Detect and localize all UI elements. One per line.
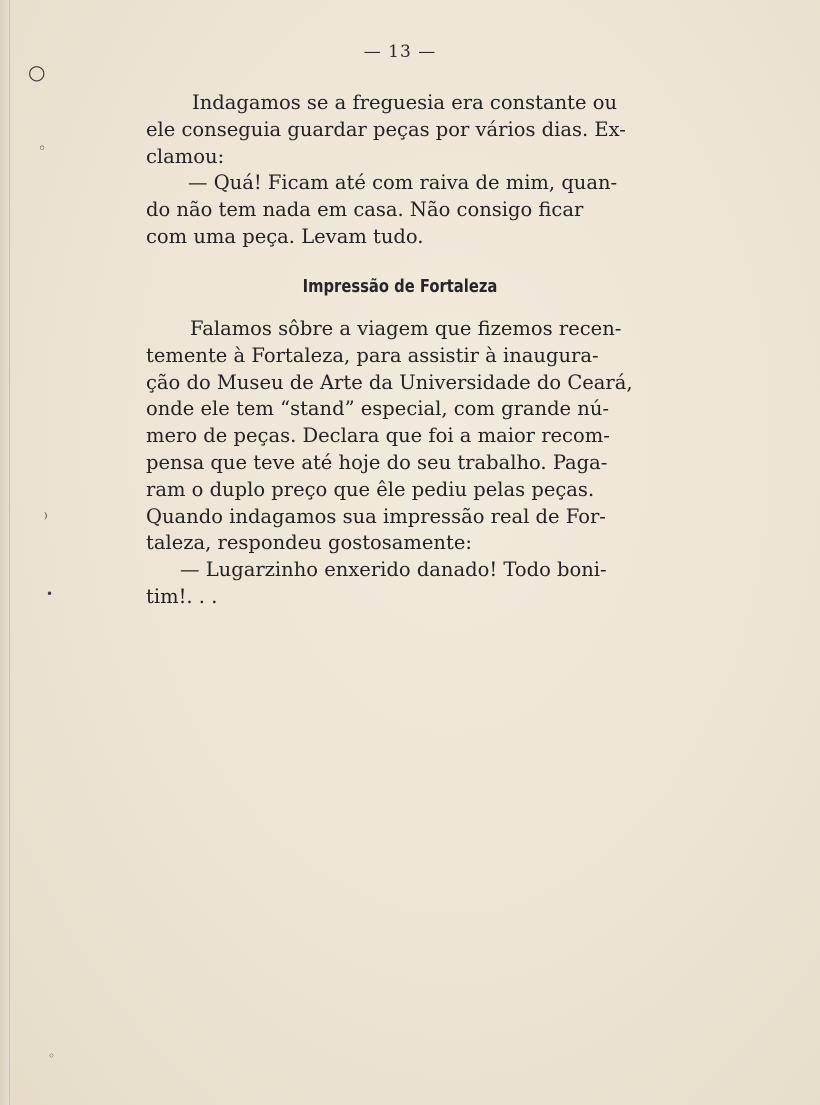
page-binding-edge bbox=[9, 0, 10, 1105]
paragraph-fortaleza bbox=[146, 316, 666, 611]
text-line: — Quá! Ficam até com raiva de mim, quan- bbox=[188, 171, 618, 195]
page-number: — 13 — bbox=[363, 42, 437, 62]
text-line: Indagamos se a freguesia era constante ou bbox=[192, 91, 618, 114]
paragraph-interview-1 bbox=[146, 90, 666, 251]
text-line: pensa que teve até hoje do seu trabalho. Paga- bbox=[146, 450, 608, 474]
text-line: onde ele tem “stand” especial, com grande nú- bbox=[146, 397, 610, 421]
text-line: taleza, respondeu gostosamente: bbox=[146, 531, 472, 555]
text-line: ção do Museu de Arte da Universidade do Ceará, bbox=[146, 370, 633, 394]
section-heading: Impressão de Fortaleza bbox=[302, 276, 498, 297]
binding-mark-icon: ◦ bbox=[48, 1049, 56, 1063]
text-line: temente à Fortaleza, para assistir à inaugura- bbox=[146, 343, 599, 367]
text-line: do não tem nada em casa. Não consigo ficar bbox=[146, 198, 584, 222]
text-line: ele conseguia guardar peças por vários dias. Ex- bbox=[146, 117, 626, 141]
text-line: clamou: bbox=[146, 144, 225, 168]
text-line: Quando indagamos sua impressão real de For- bbox=[146, 504, 606, 528]
binding-hole-mark-icon: ○ bbox=[28, 60, 46, 84]
text-line: tim!. . . bbox=[146, 584, 218, 608]
binding-mark-icon: • bbox=[46, 587, 54, 601]
text-line: Falamos sôbre a viagem que fizemos recen- bbox=[190, 317, 622, 340]
text-line: — Lugarzinho enxerido danado! Todo boni- bbox=[180, 558, 607, 582]
text-line: mero de peças. Declara que foi a maior recom- bbox=[146, 424, 610, 448]
text-line: ram o duplo preço que êle pediu pelas peças. bbox=[146, 477, 595, 501]
page-left-edge-shadow bbox=[0, 0, 14, 1105]
text-line: com uma peça. Levam tudo. bbox=[146, 224, 424, 248]
binding-mark-icon: ͏◦ bbox=[38, 141, 47, 157]
binding-mark-icon: ⁾ bbox=[44, 511, 48, 527]
